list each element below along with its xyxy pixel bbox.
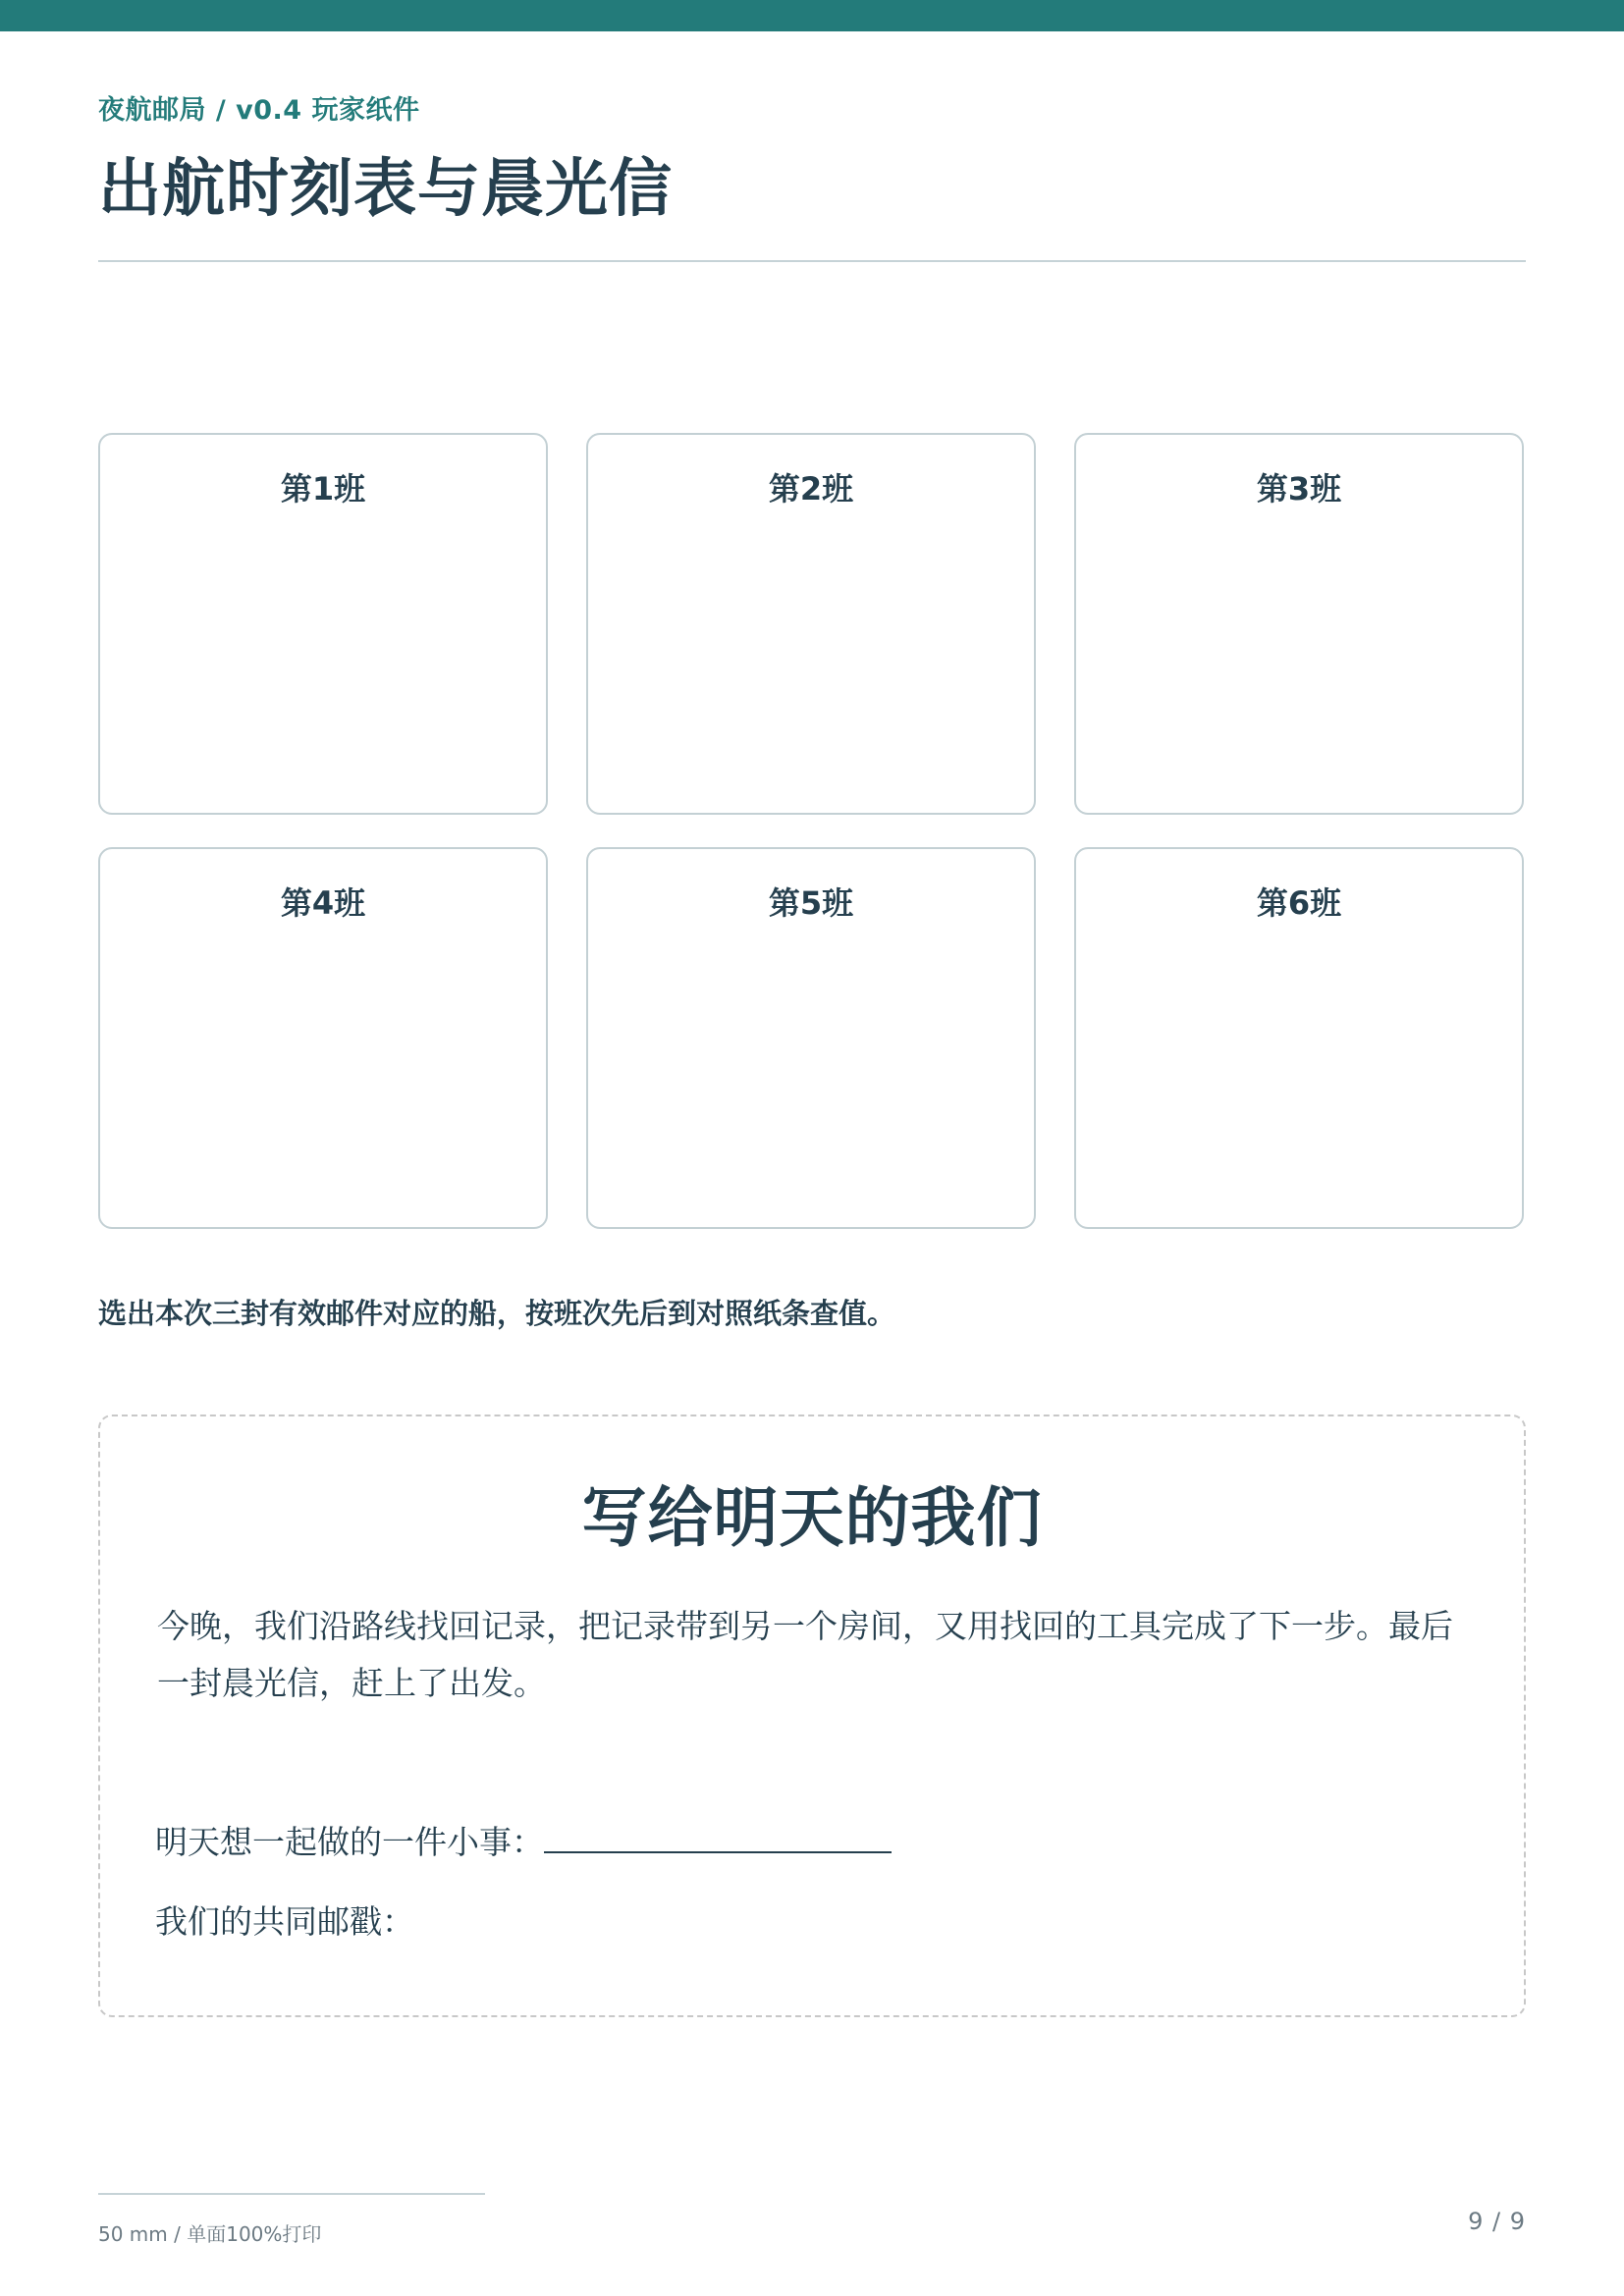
- departure-slot-4: [98, 847, 548, 1229]
- tomorrow-plan-label: 明天想一起做的一件小事：: [155, 1823, 544, 1861]
- departure-slot-label: 第3班: [1256, 470, 1342, 507]
- departure-slot-label: 第1班: [280, 470, 366, 507]
- letter-body: 今晚，我们沿路线找回记录，把记录带到另一个房间，又用找回的工具完成了下一步。最后一封晨光信，赶上了出发。: [157, 1607, 1453, 1702]
- document-subtitle: 夜航邮局 / v0.4 玩家纸件: [98, 95, 420, 126]
- print-note: 50 mm / 单面100%打印: [98, 2222, 322, 2246]
- departure-slot-2: [586, 433, 1036, 815]
- shared-stamp-line: [155, 1896, 414, 1943]
- departure-schedule-grid: [98, 433, 1526, 1229]
- page-title: 出航时刻表与晨光信: [98, 153, 673, 226]
- departure-slot-label: 第4班: [280, 884, 366, 922]
- title-divider: [98, 260, 1526, 262]
- departure-slot-5: [586, 847, 1036, 1229]
- tomorrow-plan-blank: [544, 1822, 892, 1853]
- top-accent-bar: [0, 0, 1624, 31]
- schedule-instruction: 选出本次三封有效邮件对应的船，按班次先后到对照纸条查值。: [98, 1297, 896, 1330]
- page-number: 9 / 9: [1468, 2208, 1526, 2235]
- shared-stamp-label: 我们的共同邮戳：: [155, 1902, 414, 1941]
- letter-title: 写给明天的我们: [581, 1480, 1043, 1556]
- tomorrow-plan-line: [155, 1817, 892, 1863]
- departure-slot-1: [98, 433, 548, 815]
- departure-slot-label: 第5班: [768, 884, 854, 922]
- departure-slot-label: 第2班: [768, 470, 854, 507]
- departure-slot-6: [1074, 847, 1524, 1229]
- departure-slot-3: [1074, 433, 1524, 815]
- footer-divider: [98, 2193, 485, 2195]
- departure-slot-label: 第6班: [1256, 884, 1342, 922]
